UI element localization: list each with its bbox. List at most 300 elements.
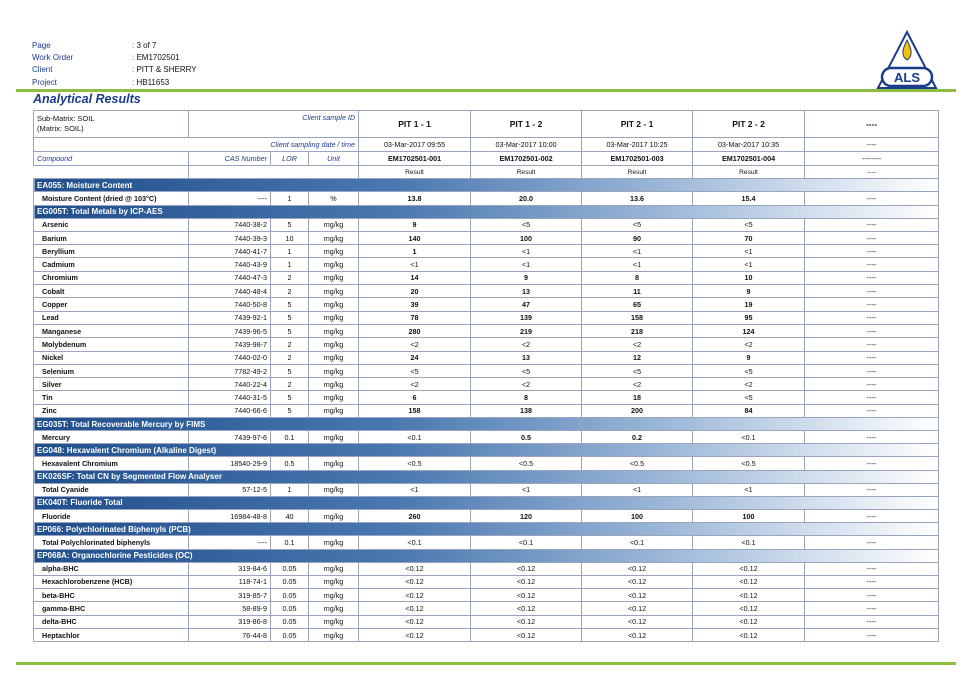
result-value: 8 [471, 391, 582, 404]
section-title: EG048: Hexavalent Chromium (Alkaline Digest) [34, 444, 939, 457]
unit-value: mg/kg [309, 404, 359, 417]
lab-id: EM1702501-001 [359, 152, 471, 166]
empty-sample-id: ---- [805, 111, 939, 138]
section-title: EP066: Polychlorinated Biphenyls (PCB) [34, 523, 939, 536]
empty-result: ---- [805, 364, 939, 377]
compound-name: Nickel [34, 351, 189, 364]
lor-value: 2 [271, 271, 309, 284]
result-value: 39 [359, 298, 471, 311]
unit-value: mg/kg [309, 602, 359, 615]
result-value: 13 [471, 285, 582, 298]
cas-number: 7439-92-1 [189, 311, 271, 324]
result-value: <0.12 [693, 615, 805, 628]
result-value: 90 [582, 231, 693, 244]
result-value: 219 [471, 324, 582, 337]
bottom-rule [16, 662, 956, 665]
als-logo [876, 30, 938, 90]
unit-value: mg/kg [309, 431, 359, 444]
project-value: : HB11653 [132, 77, 169, 89]
lor-value: 2 [271, 378, 309, 391]
cas-number: 7440-22-4 [189, 378, 271, 391]
result-value: <5 [582, 218, 693, 231]
result-value: <2 [359, 338, 471, 351]
lab-id: EM1702501-004 [693, 152, 805, 166]
result-value: <1 [359, 483, 471, 496]
client-label: Client [32, 65, 53, 75]
sample-id: PIT 1 - 2 [471, 111, 582, 138]
page-value: : 3 of 7 [132, 40, 156, 52]
result-value: 13 [471, 351, 582, 364]
result-value: 280 [359, 324, 471, 337]
result-value: <0.1 [693, 536, 805, 549]
result-value: 19 [693, 298, 805, 311]
unit-value: mg/kg [309, 575, 359, 588]
page-title: Analytical Results [33, 92, 141, 106]
cas-number: 319-84-6 [189, 562, 271, 575]
result-value: <0.12 [582, 562, 693, 575]
result-value: <0.5 [471, 457, 582, 470]
unit-value: mg/kg [309, 629, 359, 642]
result-value: <0.1 [582, 536, 693, 549]
empty-result: ---- [805, 536, 939, 549]
compound-name: delta-BHC [34, 615, 189, 628]
empty-result: ---- [805, 298, 939, 311]
result-value: 9 [693, 285, 805, 298]
result-value: <0.1 [471, 536, 582, 549]
result-value: <0.12 [471, 575, 582, 588]
empty-result: ---- [805, 311, 939, 324]
result-value: 14 [359, 271, 471, 284]
result-value: 120 [471, 509, 582, 522]
lor-value: 0.05 [271, 602, 309, 615]
cas-number: 7440-48-4 [189, 285, 271, 298]
empty-result: ---- [805, 285, 939, 298]
result-header: Result [471, 166, 582, 179]
table-row [34, 589, 939, 602]
result-value: <0.12 [359, 602, 471, 615]
result-value: <0.12 [359, 575, 471, 588]
lab-id: EM1702501-002 [471, 152, 582, 166]
unit-value: mg/kg [309, 536, 359, 549]
client-value: : PITT & SHERRY [132, 64, 197, 76]
compound-name: Heptachlor [34, 629, 189, 642]
cas-number: 18540-29-9 [189, 457, 271, 470]
result-value: 24 [359, 351, 471, 364]
cas-number: 7440-50-8 [189, 298, 271, 311]
cas-number: 76-44-8 [189, 629, 271, 642]
cas-number: 7440-47-3 [189, 271, 271, 284]
empty-result: ---- [805, 218, 939, 231]
cas-number: 7440-66-6 [189, 404, 271, 417]
empty-result-header: ---- [805, 166, 939, 179]
result-value: <0.12 [693, 629, 805, 642]
sampling-date-label: Client sampling date / time [34, 138, 359, 152]
result-value: <5 [359, 364, 471, 377]
client-sample-id-label: Client sample ID [189, 111, 359, 138]
table-row [34, 615, 939, 628]
result-value: <1 [693, 258, 805, 271]
result-value: 13.6 [582, 192, 693, 205]
result-value: <0.12 [693, 575, 805, 588]
cas-number: ---- [189, 536, 271, 549]
lor-value: 5 [271, 218, 309, 231]
sampling-date: 03-Mar-2017 10:35 [693, 138, 805, 152]
unit-value: mg/kg [309, 311, 359, 324]
lor-value: 0.5 [271, 457, 309, 470]
result-value: <5 [693, 391, 805, 404]
result-value: 20.0 [471, 192, 582, 205]
result-value: <0.12 [471, 562, 582, 575]
work-order-label: Work Order [32, 53, 74, 63]
cas-number: 7440-31-5 [189, 391, 271, 404]
table-row [34, 364, 939, 377]
result-value: 15.4 [693, 192, 805, 205]
cas-number: 118-74-1 [189, 575, 271, 588]
result-value: 100 [471, 231, 582, 244]
result-value: <1 [471, 245, 582, 258]
table-row [34, 218, 939, 231]
empty-result: ---- [805, 629, 939, 642]
result-value: <5 [471, 218, 582, 231]
lor-value: 1 [271, 483, 309, 496]
section-header-row [34, 549, 939, 562]
result-value: 100 [582, 509, 693, 522]
result-value: <1 [693, 245, 805, 258]
compound-name: Selenium [34, 364, 189, 377]
empty-result: ---- [805, 338, 939, 351]
result-value: <1 [471, 258, 582, 271]
compound-name: Mercury [34, 431, 189, 444]
result-value: 139 [471, 311, 582, 324]
compound-name: Hexachlorobenzene (HCB) [34, 575, 189, 588]
table-row [34, 192, 939, 205]
empty-result: ---- [805, 509, 939, 522]
unit-value: % [309, 192, 359, 205]
lor-value: 5 [271, 364, 309, 377]
result-value: <1 [582, 245, 693, 258]
unit-value: mg/kg [309, 562, 359, 575]
table-row [34, 378, 939, 391]
table-row [34, 431, 939, 444]
table-row [34, 509, 939, 522]
result-value: 100 [693, 509, 805, 522]
table-row [34, 536, 939, 549]
result-value: 140 [359, 231, 471, 244]
lor-value: 40 [271, 509, 309, 522]
result-value: <5 [693, 218, 805, 231]
result-value: 158 [359, 404, 471, 417]
result-value: <0.1 [359, 536, 471, 549]
table-row [34, 562, 939, 575]
unit-value: mg/kg [309, 231, 359, 244]
cas-number: 7440-38-2 [189, 218, 271, 231]
result-value: 18 [582, 391, 693, 404]
result-value: <1 [471, 483, 582, 496]
result-value: <0.12 [693, 562, 805, 575]
result-value: 9 [359, 218, 471, 231]
table-row [34, 404, 939, 417]
result-value: 158 [582, 311, 693, 324]
table-row [34, 311, 939, 324]
unit-value: mg/kg [309, 364, 359, 377]
report-header [32, 40, 197, 89]
section-title: EG005T: Total Metals by ICP-AES [34, 205, 939, 218]
cas-header: CAS Number [189, 152, 271, 166]
result-value: 10 [693, 271, 805, 284]
result-value: <1 [693, 483, 805, 496]
work-order-value: : EM1702501 [132, 52, 180, 64]
result-value: 9 [693, 351, 805, 364]
result-value: 11 [582, 285, 693, 298]
sampling-date: 03-Mar-2017 09:55 [359, 138, 471, 152]
compound-name: Hexavalent Chromium [34, 457, 189, 470]
project-label: Project [32, 77, 57, 87]
lor-value: 0.1 [271, 431, 309, 444]
unit-value: mg/kg [309, 391, 359, 404]
table-row [34, 338, 939, 351]
table-row [34, 575, 939, 588]
result-value: <0.1 [693, 431, 805, 444]
top-rule [16, 89, 956, 92]
result-value: 47 [471, 298, 582, 311]
section-header-row [34, 418, 939, 431]
section-title: EG035T: Total Recoverable Mercury by FIMS [34, 418, 939, 431]
result-value: 95 [693, 311, 805, 324]
unit-value: mg/kg [309, 218, 359, 231]
result-value: <0.5 [693, 457, 805, 470]
empty-result: ---- [805, 431, 939, 444]
compound-name: beta-BHC [34, 589, 189, 602]
unit-value: mg/kg [309, 378, 359, 391]
empty-result: ---- [805, 271, 939, 284]
cas-number: 58-89-9 [189, 602, 271, 615]
table-row [34, 231, 939, 244]
result-value: <5 [471, 364, 582, 377]
result-value: <0.12 [693, 602, 805, 615]
result-value: <0.12 [359, 589, 471, 602]
result-value: 0.2 [582, 431, 693, 444]
result-value: <2 [471, 378, 582, 391]
lor-value: 1 [271, 192, 309, 205]
result-value: <0.12 [582, 602, 693, 615]
unit-header: Unit [309, 152, 359, 166]
table-row [34, 324, 939, 337]
cas-number: 7439-97-6 [189, 431, 271, 444]
result-value: <0.12 [582, 615, 693, 628]
unit-value: mg/kg [309, 324, 359, 337]
table-row [34, 602, 939, 615]
result-value: 78 [359, 311, 471, 324]
compound-name: Tin [34, 391, 189, 404]
empty-result: ---- [805, 615, 939, 628]
result-header: Result [359, 166, 471, 179]
compound-name: Total Polychlorinated biphenyls [34, 536, 189, 549]
compound-name: Chromium [34, 271, 189, 284]
unit-value: mg/kg [309, 589, 359, 602]
result-value: 9 [471, 271, 582, 284]
result-value: 20 [359, 285, 471, 298]
lor-value: 5 [271, 298, 309, 311]
empty-result: ---- [805, 231, 939, 244]
sampling-date: 03-Mar-2017 10:00 [471, 138, 582, 152]
result-value: <1 [582, 483, 693, 496]
table-row [34, 351, 939, 364]
unit-value: mg/kg [309, 483, 359, 496]
cas-number: 319-86-8 [189, 615, 271, 628]
empty-result: ---- [805, 258, 939, 271]
result-value: <0.12 [582, 589, 693, 602]
compound-name: Zinc [34, 404, 189, 417]
lor-value: 10 [271, 231, 309, 244]
sampling-date: 03-Mar-2017 10:25 [582, 138, 693, 152]
logo-text: ALS [894, 70, 920, 85]
empty-result: ---- [805, 589, 939, 602]
result-value: 1 [359, 245, 471, 258]
lor-value: 0.05 [271, 562, 309, 575]
table-row [34, 483, 939, 496]
compound-name: Total Cyanide [34, 483, 189, 496]
lor-value: 0.1 [271, 536, 309, 549]
result-value: <5 [582, 364, 693, 377]
section-title: EK040T: Fluoride Total [34, 496, 939, 509]
compound-name: Moisture Content (dried @ 103°C) [34, 192, 189, 205]
compound-name: Barium [34, 231, 189, 244]
lor-value: 5 [271, 324, 309, 337]
cas-number: 57-12-5 [189, 483, 271, 496]
empty-result: ---- [805, 602, 939, 615]
table-row [34, 629, 939, 642]
result-value: <0.12 [693, 589, 805, 602]
lor-header: LOR [271, 152, 309, 166]
unit-value: mg/kg [309, 298, 359, 311]
cas-number: 7439-98-7 [189, 338, 271, 351]
lor-value: 5 [271, 404, 309, 417]
compound-name: Arsenic [34, 218, 189, 231]
compound-name: Fluoride [34, 509, 189, 522]
section-header-row [34, 496, 939, 509]
lor-value: 0.05 [271, 615, 309, 628]
lor-value: 1 [271, 245, 309, 258]
result-value: <0.5 [359, 457, 471, 470]
cas-number: 7440-02-0 [189, 351, 271, 364]
cas-number: 7440-39-3 [189, 231, 271, 244]
compound-name: gamma-BHC [34, 602, 189, 615]
matrix: (Matrix: SOIL) [37, 124, 84, 133]
unit-value: mg/kg [309, 258, 359, 271]
result-value: <0.12 [582, 629, 693, 642]
result-value: <0.12 [582, 575, 693, 588]
compound-name: Beryllium [34, 245, 189, 258]
sub-matrix: Sub-Matrix: SOIL [37, 114, 95, 123]
cas-number: ---- [189, 192, 271, 205]
cas-number: 7439-96-5 [189, 324, 271, 337]
cas-number: 16984-48-8 [189, 509, 271, 522]
lor-value: 2 [271, 285, 309, 298]
unit-value: mg/kg [309, 285, 359, 298]
result-value: 260 [359, 509, 471, 522]
cas-number: 7440-41-7 [189, 245, 271, 258]
unit-value: mg/kg [309, 509, 359, 522]
table-row [34, 258, 939, 271]
lor-value: 1 [271, 258, 309, 271]
result-value: 124 [693, 324, 805, 337]
empty-result: ---- [805, 245, 939, 258]
result-value: 6 [359, 391, 471, 404]
sample-id: PIT 2 - 2 [693, 111, 805, 138]
result-value: 8 [582, 271, 693, 284]
section-header-row [34, 470, 939, 483]
unit-value: mg/kg [309, 351, 359, 364]
cas-number: 7782-49-2 [189, 364, 271, 377]
result-value: 65 [582, 298, 693, 311]
lab-id: EM1702501-003 [582, 152, 693, 166]
result-value: 84 [693, 404, 805, 417]
section-header-row [34, 179, 939, 192]
result-value: <1 [582, 258, 693, 271]
table-row [34, 285, 939, 298]
empty-lab-id: -------- [805, 152, 939, 166]
result-value: <0.12 [471, 589, 582, 602]
section-title: EK026SF: Total CN by Segmented Flow Analyser [34, 470, 939, 483]
page-label: Page [32, 41, 51, 50]
empty-result: ---- [805, 562, 939, 575]
result-header: Result [582, 166, 693, 179]
result-value: <0.12 [359, 562, 471, 575]
result-value: <2 [693, 378, 805, 391]
empty-result: ---- [805, 483, 939, 496]
result-value: <0.12 [359, 629, 471, 642]
result-value: <2 [471, 338, 582, 351]
empty-sampling-date: ---- [805, 138, 939, 152]
compound-name: Molybdenum [34, 338, 189, 351]
compound-name: Cobalt [34, 285, 189, 298]
table-row [34, 245, 939, 258]
compound-name: Copper [34, 298, 189, 311]
table-row [34, 271, 939, 284]
result-value: <0.12 [471, 602, 582, 615]
result-value: 138 [471, 404, 582, 417]
empty-result: ---- [805, 351, 939, 364]
empty-result: ---- [805, 324, 939, 337]
result-value: <5 [693, 364, 805, 377]
result-value: <2 [693, 338, 805, 351]
empty-result: ---- [805, 457, 939, 470]
compound-header: Compound [34, 152, 189, 166]
lor-value: 5 [271, 391, 309, 404]
section-header-row [34, 444, 939, 457]
compound-name: Lead [34, 311, 189, 324]
empty-result: ---- [805, 404, 939, 417]
result-value: 70 [693, 231, 805, 244]
result-value: <0.12 [471, 629, 582, 642]
unit-value: mg/kg [309, 457, 359, 470]
compound-name: Cadmium [34, 258, 189, 271]
compound-name: Silver [34, 378, 189, 391]
section-header-row [34, 523, 939, 536]
unit-value: mg/kg [309, 615, 359, 628]
result-value: <2 [359, 378, 471, 391]
result-value: 218 [582, 324, 693, 337]
table-row [34, 457, 939, 470]
table-row [34, 391, 939, 404]
unit-value: mg/kg [309, 338, 359, 351]
lor-value: 2 [271, 351, 309, 364]
unit-value: mg/kg [309, 245, 359, 258]
result-value: <0.12 [359, 615, 471, 628]
result-value: <1 [359, 258, 471, 271]
lor-value: 2 [271, 338, 309, 351]
result-value: 0.5 [471, 431, 582, 444]
